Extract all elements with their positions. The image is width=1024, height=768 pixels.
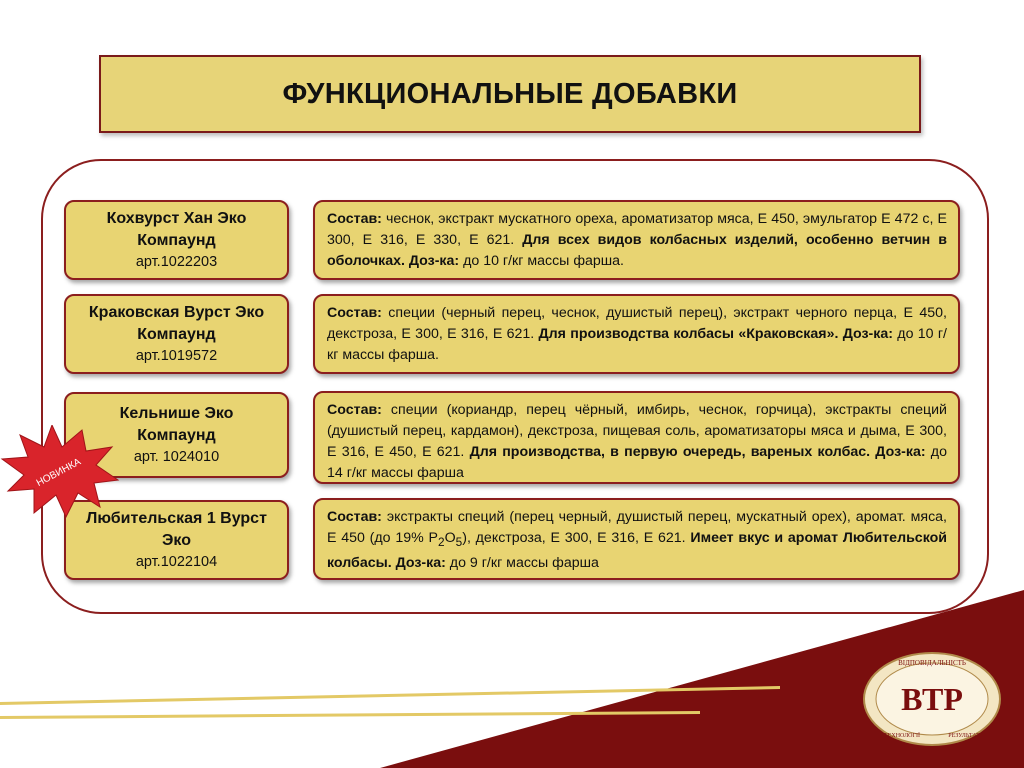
logo-ring-top: ВІДПОВІДАЛЬНІСТЬ: [898, 659, 966, 667]
description-text: ), декстроза, Е 300, Е 316, Е 621.: [462, 530, 691, 546]
description-text: чеснок, экстракт мускатного ореха, ароматизатор мяса, Е 450, эмульгатор Е 472 с, Е 300, Е 316, Е 330, Е 621.: [327, 211, 947, 248]
logo-ring-right: РЕЗУЛЬТАТ: [948, 733, 980, 739]
product-article: арт.1019572: [135, 348, 218, 364]
description-text: Для всех видов колбасных изделий, особенно ветчин в оболочках. Доз-ка:: [327, 232, 947, 269]
description-text: Состав:: [327, 211, 382, 227]
product-description-2: [313, 294, 960, 374]
description-text: Состав:: [327, 509, 382, 525]
product-name: Любительская 1 Вурст Эко: [86, 510, 267, 549]
description-text: Для производства, в первую очередь, вареных колбас. Доз-ка:: [469, 444, 926, 460]
description-text: специи (кориандр, перец чёрный, имбирь, чеснок, горчица), экстракты специй (душистый перец, кардамон), декстроза, пищевая соль, ароматизаторы мяса и дыма, Е 300, Е 316, Е 450, Е 621.: [327, 402, 947, 460]
product-description-4: [313, 498, 960, 580]
description-text: до 10 г/кг массы фарша.: [327, 326, 947, 363]
description-text: Состав:: [327, 305, 382, 321]
description-text: специи (черный перец, чеснок, душистый перец), экстракт черного перца, Е 450, декстроза, Е 300, Е 316, Е 621.: [327, 305, 947, 342]
description-text: 2: [437, 534, 445, 549]
product-article: арт.1022203: [135, 254, 218, 270]
description-text: Имеет вкус и аромат Любительской колбасы. Доз-ка:: [327, 530, 948, 571]
description-text: O: [444, 530, 456, 546]
product-card-2: [64, 294, 289, 374]
badge-label: НОВИНКА: [34, 456, 83, 490]
description-text: до 9 г/кг массы фарша: [445, 554, 599, 571]
description-text: 5: [455, 534, 463, 549]
product-description-3: [313, 391, 960, 484]
description-text: до 14 г/кг массы фарша: [327, 444, 947, 481]
page-title: ФУНКЦИОНАЛЬНЫЕ ДОБАВКИ: [282, 77, 738, 110]
product-card-1: [64, 200, 289, 280]
logo-letters: ВТР: [901, 681, 963, 717]
product-name: Краковская Вурст Эко Компаунд: [88, 304, 265, 343]
logo-ring-left: ТЕХНОЛОГІЇ: [884, 733, 920, 739]
description-text: Для производства колбасы «Краковская». Доз-ка:: [538, 326, 893, 342]
product-description-1: [313, 200, 960, 280]
description-text: Состав:: [327, 402, 382, 418]
product-name: Кохвурст Хан Эко Компаунд: [106, 210, 247, 249]
title-banner: [99, 55, 921, 133]
product-article: арт.1022104: [135, 554, 218, 570]
company-logo: [862, 651, 1002, 747]
description-text: до 10 г/кг массы фарша.: [459, 253, 624, 269]
product-article: арт. 1024010: [133, 449, 220, 465]
product-name: Кельнише Эко Компаунд: [119, 405, 234, 444]
new-badge: [0, 425, 120, 520]
description-text: экстракты специй (перец черный, душистый перец, мускатный орех), аромат. мяса, Е 450 (до 19% P: [327, 509, 947, 546]
